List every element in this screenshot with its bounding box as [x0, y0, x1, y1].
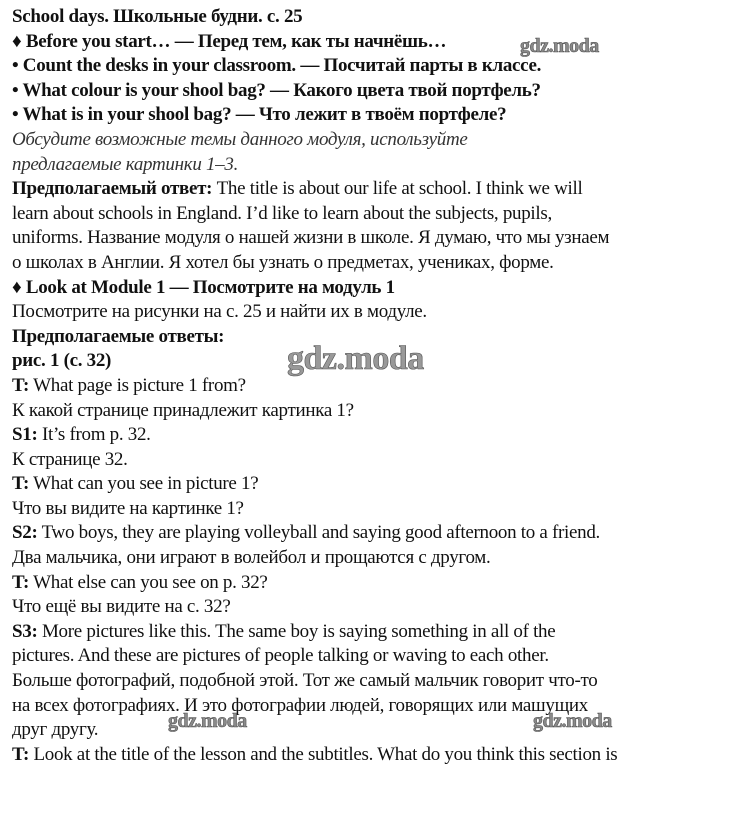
text-line	[12, 718, 617, 743]
line-text: Two boys, they are playing volleyball and saying good afternoon to a friend.	[37, 522, 600, 544]
text-line	[12, 620, 617, 645]
line-text: Что вы видите на картинке 1?	[12, 497, 244, 519]
line-text: К какой странице принадлежит картинка 1?	[12, 399, 354, 421]
bold-label: S2:	[12, 522, 38, 544]
text-line	[12, 300, 617, 325]
watermark: gdz.moda	[287, 340, 424, 377]
text-line	[12, 497, 617, 522]
line-text: What can you see in picture 1?	[29, 473, 259, 495]
text-line	[12, 546, 617, 571]
bold-label: • Count the desks in your classroom. — Посчитай парты в классе.	[12, 55, 542, 77]
text-line	[12, 743, 617, 768]
text-line	[12, 521, 617, 546]
line-text: What page is picture 1 from?	[29, 374, 246, 396]
line-text: Больше фотографий, подобной этой. Тот же самый мальчик говорит что-то	[12, 670, 598, 692]
bold-label: рис. 1 (с. 32)	[12, 350, 112, 372]
line-text: The title is about our life at school. I think we will	[212, 178, 583, 200]
line-text: Два мальчика, они играют в волейбол и прощаются с другом.	[12, 547, 491, 569]
line-text: What else can you see on p. 32?	[29, 571, 268, 593]
line-text: К странице 32.	[12, 448, 128, 470]
bold-label: ♦ Look at Module 1 — Посмотрите на модуль 1	[12, 276, 395, 298]
text-line	[12, 595, 617, 620]
text-line	[12, 448, 617, 473]
bold-label: T:	[12, 374, 29, 396]
text-line	[12, 226, 617, 251]
text-line	[12, 669, 617, 694]
bold-label: S3:	[12, 620, 38, 642]
bold-label: Предполагаемый ответ:	[12, 178, 213, 200]
document-body	[12, 5, 617, 767]
text-line	[12, 399, 617, 424]
bold-label: T:	[12, 473, 29, 495]
line-text: друг другу.	[12, 719, 99, 741]
italic-instruction: Обсудите возможные темы данного модуля, используйте	[12, 128, 468, 150]
text-line	[12, 5, 617, 30]
line-text: Посмотрите на рисунки на с. 25 и найти их в модуле.	[12, 301, 427, 323]
text-line	[12, 644, 617, 669]
text-line	[12, 423, 617, 448]
line-text: uniforms. Название модуля о нашей жизни в школе. Я думаю, что мы узнаем	[12, 227, 610, 249]
watermark: gdz.moda	[520, 35, 599, 57]
line-text: learn about schools in England. I’d like to learn about the subjects, pupils,	[12, 202, 552, 224]
bold-label: Предполагаемые ответы:	[12, 325, 225, 347]
text-line	[12, 571, 617, 596]
line-text: на всех фотографиях. И это фотографии людей, говорящих или машущих	[12, 694, 588, 716]
bold-label: School days. Школьные будни. с. 25	[12, 6, 303, 27]
text-line	[12, 276, 617, 301]
text-line	[12, 128, 617, 153]
text-line	[12, 251, 617, 276]
line-text: More pictures like this. The same boy is saying something in all of the	[37, 620, 556, 642]
watermark: gdz.moda	[533, 710, 612, 732]
bold-label: • What colour is your shool bag? — Какого цвета твой портфель?	[12, 79, 541, 101]
bold-label: T:	[12, 571, 29, 593]
text-line	[12, 472, 617, 497]
italic-instruction: предлагаемые картинки 1–3.	[12, 153, 239, 175]
text-line	[12, 177, 617, 202]
text-line	[12, 79, 617, 104]
bold-label: • What is in your shool bag? — Что лежит в твоём портфеле?	[12, 104, 507, 126]
text-line	[12, 202, 617, 227]
text-line	[12, 694, 617, 719]
text-line	[12, 103, 617, 128]
line-text: Что ещё вы видите на с. 32?	[12, 596, 231, 618]
bold-label: S1:	[12, 424, 38, 446]
watermark: gdz.moda	[168, 710, 247, 732]
text-line	[12, 153, 617, 178]
bold-label: T:	[12, 743, 29, 765]
line-text: о школах в Англии. Я хотел бы узнать о предметах, учениках, форме.	[12, 251, 554, 273]
line-text: pictures. And these are pictures of people talking or waving to each other.	[12, 645, 549, 667]
line-text: Look at the title of the lesson and the subtitles. What do you think this section is	[29, 743, 618, 765]
bold-label: ♦ Before you start… — Перед тем, как ты начнёшь…	[12, 30, 447, 52]
line-text: It’s from p. 32.	[37, 424, 151, 446]
